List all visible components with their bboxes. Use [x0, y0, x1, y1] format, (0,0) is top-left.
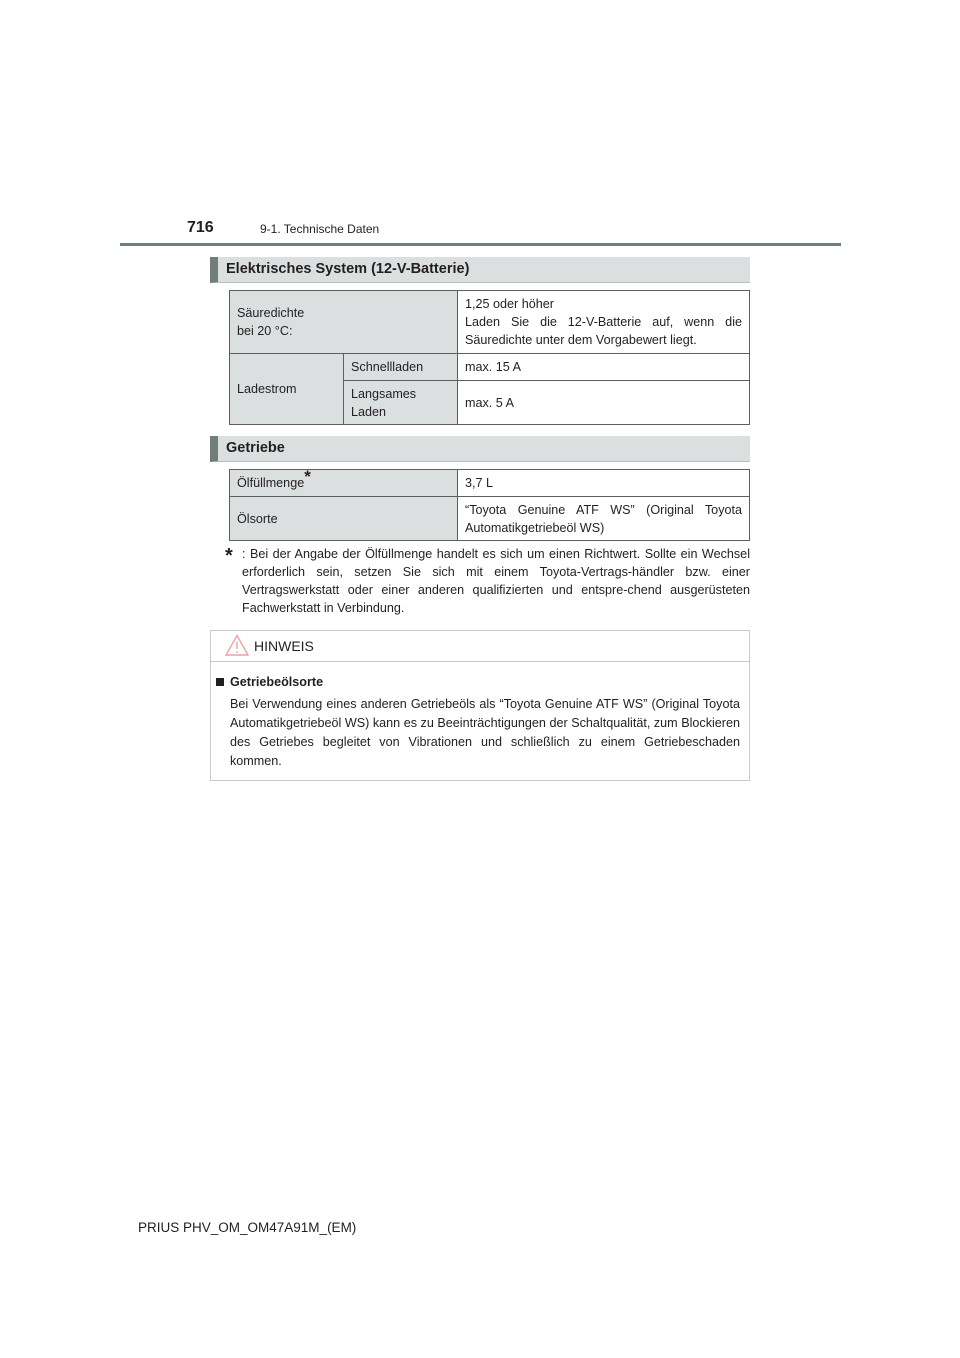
- document-code: PRIUS PHV_OM_OM47A91M_(EM): [138, 1220, 357, 1235]
- fast-charge-value: max. 15 A: [458, 354, 750, 381]
- section-heading-transmission-text: Getriebe: [226, 440, 285, 456]
- table-row: [230, 354, 750, 381]
- section-heading-transmission: [210, 436, 750, 462]
- electrical-spec-table: [229, 290, 750, 425]
- table-row: [230, 291, 750, 354]
- chapter-title: 9-1. Technische Daten: [260, 222, 380, 236]
- table-row: [230, 470, 750, 497]
- notice-title: HINWEIS: [254, 638, 314, 654]
- table-row: [230, 497, 750, 541]
- footnote-marker: *: [304, 466, 311, 486]
- oil-fill-value: 3,7 L: [458, 470, 750, 497]
- square-bullet-icon: [216, 678, 224, 686]
- section-heading-electrical: [210, 257, 750, 283]
- transmission-spec-table: [229, 466, 750, 541]
- header-rule: [120, 243, 841, 246]
- slow-charge-label: Langsames Laden: [344, 381, 458, 425]
- footnote: [225, 545, 750, 617]
- footnote-text: : Bei der Angabe der Ölfüllmenge handelt es sich um einen Richtwert. Sollte ein Wechsel erforderlich sein, setzen Sie sich mit einem Toyota-Vertrags-händler bzw. einer Vertragswerkstatt oder einer anderen qualifizierten und entspre-chend ausgerüsteten Fachwerkstatt in Verbindung.: [242, 547, 750, 615]
- oil-type-value: “Toyota Genuine ATF WS” (Original Toyota Automatikgetriebeöl WS): [458, 497, 750, 541]
- acid-density-value: 1,25 oder höher Laden Sie die 12-V-Batterie auf, wenn die Säuredichte unter dem Vorgabewert liegt.: [458, 291, 750, 354]
- charge-current-label: Ladestrom: [230, 354, 344, 425]
- notice-header: [211, 631, 749, 662]
- notice-box: [210, 630, 750, 781]
- notice-body-text: Bei Verwendung eines anderen Getriebeöls als “Toyota Genuine ATF WS” (Original Toyota Automatikgetriebeöl WS) kann es zu Beeinträchtigungen der Schaltqualität, zum Blockieren des Getriebes begleitet von Vibrationen und schließlich zu einem Getriebeschaden kommen.: [230, 697, 740, 768]
- footnote-star: *: [225, 545, 233, 567]
- warning-triangle-icon: [225, 634, 249, 656]
- notice-item-heading: Getriebeölsorte: [216, 675, 323, 689]
- section-heading-electrical-text: Elektrisches System (12-V-Batterie): [226, 261, 470, 277]
- fast-charge-label: Schnellladen: [344, 354, 458, 381]
- acid-density-label: Säuredichte bei 20 °C:: [230, 291, 458, 354]
- page-number: 716: [187, 219, 214, 236]
- slow-charge-value: max. 5 A: [458, 381, 750, 425]
- oil-type-label: Ölsorte: [230, 497, 458, 541]
- oil-fill-label: Ölfüllmenge*: [230, 470, 458, 497]
